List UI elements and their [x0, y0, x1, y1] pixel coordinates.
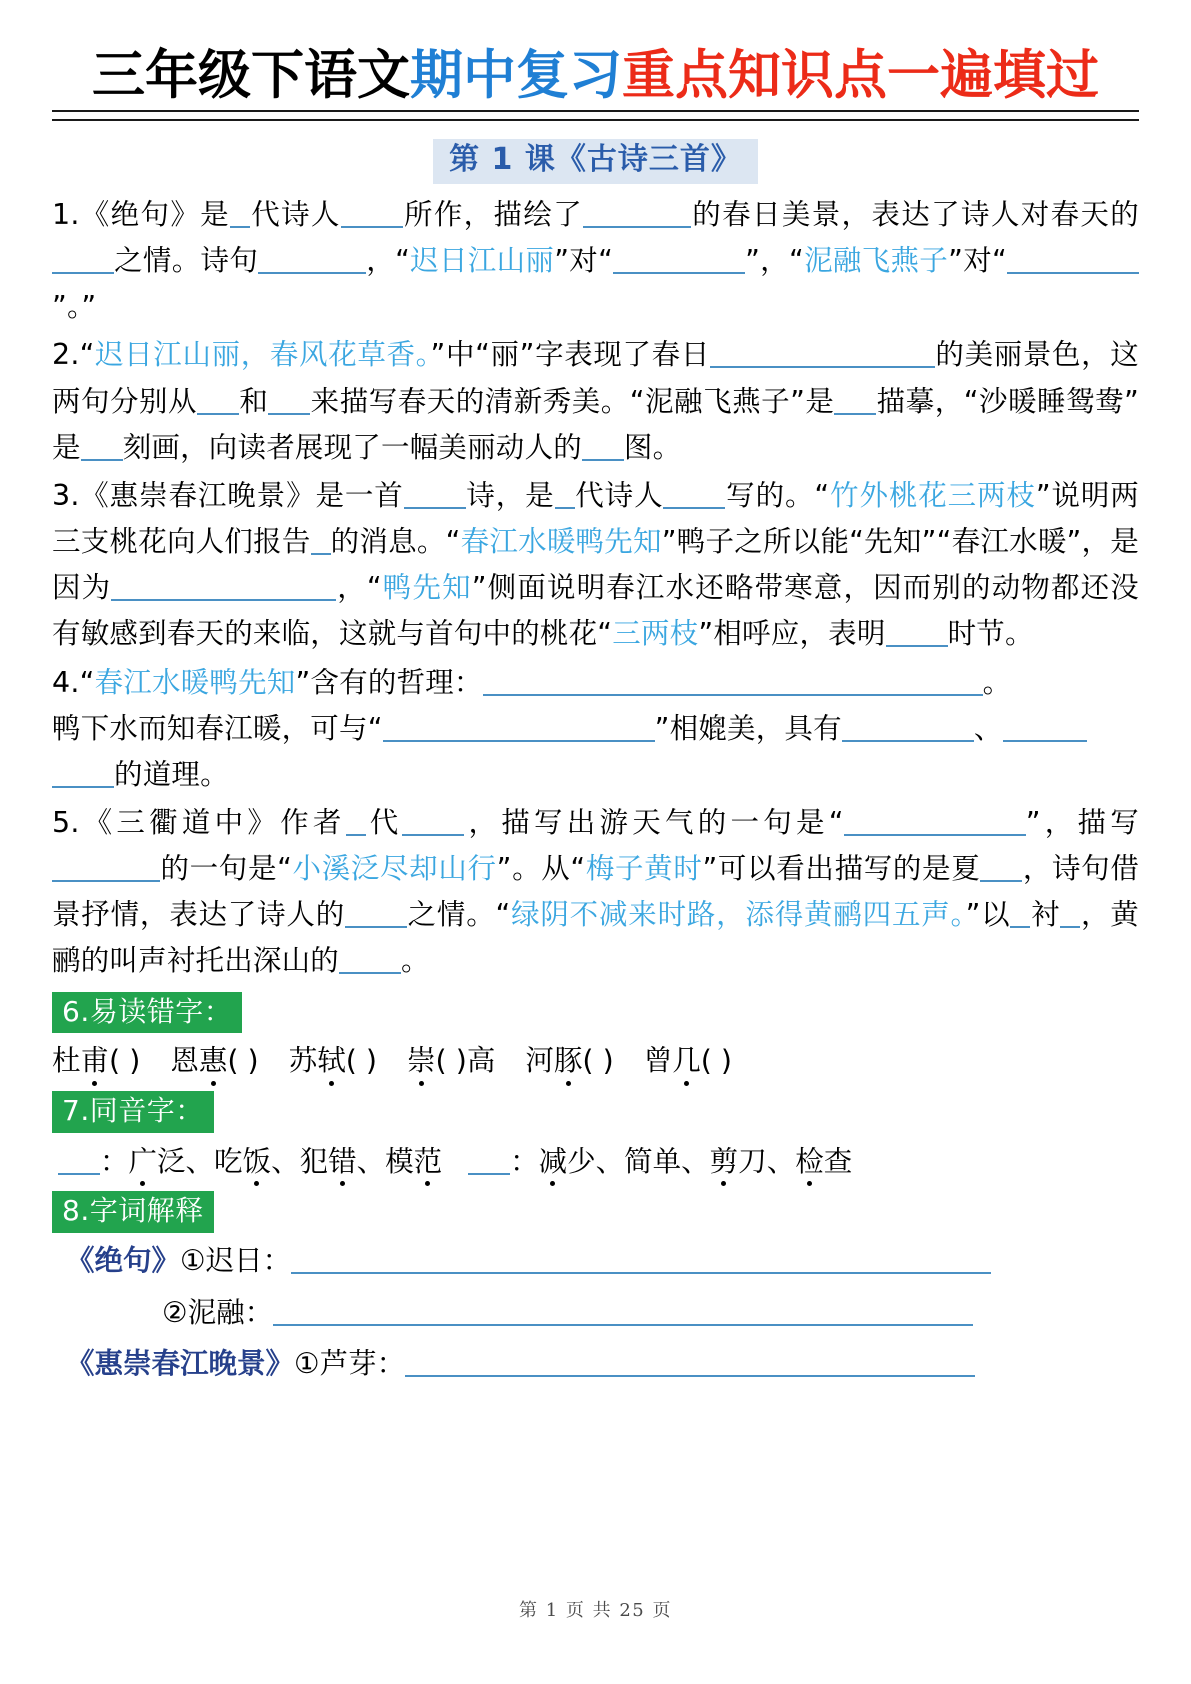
char-post[interactable]: ( ): [109, 1044, 141, 1078]
homophone-group-1: 广泛、吃饭、犯错、模范: [129, 1145, 443, 1178]
q5-text-1: 5.《三衢道中》作者: [52, 805, 346, 839]
q3-text-4: 写的。“: [725, 478, 830, 512]
q4-quote-1: 春江水暖鸭先知: [94, 665, 296, 699]
definition-word-2: 泥融：: [187, 1295, 274, 1329]
lesson-header: 第 1 课《古诗三首》: [433, 139, 758, 184]
char-item: [52, 1044, 140, 1077]
q5-text-10: ”以: [965, 898, 1011, 932]
q3-blank-1[interactable]: [404, 485, 466, 509]
section-7-header: 7.同音字：: [52, 1091, 214, 1133]
definition-word-1: 迟日：: [205, 1244, 292, 1278]
q3-quote-4: 三两枝: [612, 617, 699, 651]
q3-text-10: ”相呼应，表明: [698, 617, 886, 651]
q3-text-3: 代诗人: [574, 478, 664, 512]
q2-text-3: 的美丽景色，这两句分别从: [52, 338, 1140, 418]
q3-text-8: ，“: [336, 571, 382, 605]
q1-text-8: ”，“: [745, 244, 804, 278]
question-1: [52, 192, 1139, 330]
q5-quote-2: 梅子黄时: [585, 852, 703, 886]
section-6-header-row: [52, 992, 1139, 1034]
q3-text-1: 3.《惠崇春江晚景》是一首: [52, 478, 404, 512]
q3-blank-6[interactable]: [886, 623, 948, 647]
q3-blank-4[interactable]: [311, 531, 331, 555]
q3-quote-2: 春江水暖鸭先知: [460, 525, 662, 559]
q3-text-6: 的消息。“: [330, 525, 461, 559]
q1-text-10: ”。”: [52, 290, 97, 324]
question-2: [52, 332, 1139, 470]
q2-text-7: 刻画，向读者展现了一幅美丽动人的: [122, 430, 582, 464]
q5-text-11: 衬: [1030, 898, 1061, 932]
section-6-char-list: [52, 1038, 1139, 1084]
q2-text-5: 来描写春天的清新秀美。“泥融飞燕子”是: [310, 384, 835, 418]
q1-blank-1[interactable]: [230, 204, 250, 228]
q1-quote-2: 泥融飞燕子: [803, 244, 949, 278]
section-7-header-row: [52, 1091, 1139, 1133]
q4-blank-1[interactable]: [383, 718, 655, 742]
char-pre: 河: [525, 1044, 554, 1078]
q4-answer-line-1[interactable]: [483, 674, 983, 696]
homophone-blank-2[interactable]: [468, 1151, 510, 1175]
q5-text-6: ”。从“: [496, 852, 586, 886]
q3-quote-3: 鸭先知: [381, 571, 472, 605]
q5-text-4: ”，描写: [1025, 805, 1140, 839]
q3-text-7: ”鸭子之所以能“先知”“春江水暖”，是因为: [52, 525, 1139, 605]
q2-text-6: 描摹，“沙暖睡鸳鸯”是: [52, 384, 1139, 464]
q3-text-9: ”侧面说明春江水还略带寒意，因而别的动物都还没有敏感到春天的来临，这就与首句中的桃花“: [52, 571, 1139, 651]
q4-text-4: 鸭下水而知春江暖，可与“: [52, 711, 383, 745]
q3-text-5: ”说明两三支桃花向人们报告: [52, 478, 1139, 559]
q4-text-5: ”相媲美，具有: [654, 711, 842, 745]
question-4: [52, 660, 1139, 798]
q2-blank-1[interactable]: [710, 344, 935, 368]
definition-answer-line-3[interactable]: [405, 1355, 975, 1377]
char-dotted: 惠: [199, 1038, 228, 1084]
q5-text-9: 之情。“: [407, 898, 511, 932]
q5-blank-9[interactable]: [339, 950, 401, 974]
q3-blank-5[interactable]: [111, 577, 336, 601]
q4-blank-4[interactable]: [52, 764, 114, 788]
q3-blank-2[interactable]: [555, 485, 575, 509]
definition-number-2: ②: [162, 1295, 188, 1329]
section-8-header: 8.字词解释: [52, 1191, 214, 1233]
q5-text-13: 。: [401, 944, 430, 978]
char-item: [525, 1044, 613, 1077]
q1-blank-7[interactable]: [1007, 250, 1139, 274]
q2-text-2: ”中“丽”字表现了春日: [430, 338, 710, 372]
q1-blank-2[interactable]: [341, 204, 403, 228]
title-segment-blue: 期中复习: [410, 45, 622, 106]
q5-quote-3: 绿阴不减来时路，添得黄鹂四五声。: [510, 898, 966, 932]
section-6-header: 6.易读错字：: [52, 992, 242, 1034]
char-post[interactable]: ( ): [227, 1044, 259, 1078]
char-item: [289, 1044, 377, 1077]
q1-blank-4[interactable]: [52, 250, 114, 274]
q5-blank-7[interactable]: [1010, 904, 1030, 928]
q2-blank-3[interactable]: [268, 391, 310, 415]
q4-text-6: 、: [973, 711, 1003, 745]
char-pre: 苏: [288, 1044, 318, 1078]
definition-answer-line-1[interactable]: [291, 1252, 991, 1274]
char-dotted: 甫: [81, 1038, 110, 1084]
definition-row-2: [52, 1289, 1139, 1336]
q1-text-5: 之情。诗句: [114, 244, 259, 278]
q3-text-2: 诗，是: [465, 478, 555, 512]
definition-number-1: ①: [180, 1244, 206, 1278]
q4-blank-2[interactable]: [842, 718, 974, 742]
homophone-colon-1: ：: [100, 1144, 129, 1178]
page-title: [52, 46, 1139, 105]
q5-text-12: ，黄鹂的叫声衬托出深山的: [52, 898, 1139, 978]
q1-quote-1: 迟日江山丽: [410, 244, 555, 278]
q5-blank-2[interactable]: [402, 812, 464, 836]
char-dotted: 豚: [554, 1038, 583, 1084]
q2-blank-2[interactable]: [197, 391, 239, 415]
q3-text-11: 时节。: [947, 617, 1034, 651]
poem-name-1: 《绝句》: [66, 1244, 181, 1278]
q5-quote-1: 小溪泛尽却山行: [292, 852, 497, 886]
q5-text-8: ，诗句借景抒情，表达了诗人的: [52, 852, 1140, 932]
char-post[interactable]: ( ): [700, 1044, 733, 1078]
q3-quote-1: 竹外桃花三两枝: [829, 478, 1036, 512]
q1-blank-5[interactable]: [258, 250, 366, 274]
q1-blank-3[interactable]: [583, 204, 691, 228]
q2-text-1: 2.“: [52, 338, 95, 372]
q2-quote-1: 迟日江山丽，春风花草香。: [94, 338, 431, 372]
q5-blank-6[interactable]: [345, 904, 407, 928]
question-3: [52, 473, 1139, 658]
q5-text-2: 代: [365, 805, 403, 839]
q1-text-7: ”对“: [554, 244, 614, 278]
q1-text-1: 1.《绝句》是: [52, 197, 231, 231]
title-block: [52, 46, 1139, 125]
page-footer: 第 1 页 共 25 页: [519, 1600, 672, 1621]
q2-text-8: 图。: [623, 430, 682, 464]
definition-row-3: [52, 1340, 1139, 1387]
q4-blank-3[interactable]: [1003, 718, 1087, 742]
q5-blank-8[interactable]: [1060, 904, 1080, 928]
title-divider: [52, 110, 1139, 121]
char-dotted: 轼: [317, 1038, 346, 1084]
char-post[interactable]: ( ): [582, 1044, 614, 1078]
q5-blank-5[interactable]: [980, 858, 1022, 882]
question-5: [52, 800, 1139, 985]
q5-blank-3[interactable]: [844, 812, 1026, 836]
definition-number-3: ①: [294, 1346, 320, 1380]
q4-text-2: ”含有的哲理：: [295, 665, 483, 699]
q1-blank-6[interactable]: [613, 250, 745, 274]
char-item: [170, 1044, 258, 1077]
definition-row-1: [52, 1237, 1139, 1284]
char-dotted: 几: [672, 1038, 701, 1084]
q4-text-7: 的道理。: [114, 757, 229, 791]
q1-text-9: ”对“: [948, 244, 1007, 278]
poem-name-2: 《惠崇春江晚景》: [66, 1346, 295, 1380]
q2-blank-4[interactable]: [834, 391, 876, 415]
q5-text-7: ”可以看出描写的是夏: [702, 852, 981, 886]
q1-text-2: 代诗人: [250, 197, 341, 231]
title-segment-red: 重点知识点一遍填过: [622, 45, 1099, 106]
section-8-header-row: [52, 1191, 1139, 1233]
char-post[interactable]: ( )高: [435, 1044, 496, 1078]
q2-text-4: 和: [239, 384, 269, 418]
q2-blank-6[interactable]: [582, 437, 624, 461]
q4-text-3: 。: [982, 665, 1012, 699]
definition-word-3: 芦芽：: [319, 1346, 406, 1380]
q5-text-3: ，描写出游天气的一句是“: [464, 805, 844, 839]
char-pre: 曾: [643, 1044, 673, 1078]
q3-blank-3[interactable]: [663, 485, 725, 509]
char-item: [407, 1044, 495, 1077]
char-pre: 恩: [170, 1044, 199, 1078]
char-dotted: 崇: [407, 1038, 436, 1084]
q2-blank-5[interactable]: [81, 437, 123, 461]
q5-blank-4[interactable]: [52, 858, 160, 882]
section-7-row: [52, 1139, 1139, 1185]
q4-text-1: 4.“: [52, 665, 95, 699]
q1-text-3: 所作，描绘了: [402, 197, 584, 231]
definition-answer-line-2[interactable]: [273, 1304, 973, 1326]
char-item: [644, 1044, 732, 1077]
q1-text-6: ，“: [366, 244, 411, 278]
q5-text-5: 的一句是“: [160, 852, 293, 886]
q1-text-4: 的春日美景，表达了诗人对春天的: [691, 197, 1139, 231]
q5-blank-1[interactable]: [346, 812, 366, 836]
homophone-blank-1[interactable]: [58, 1151, 100, 1175]
char-pre: 杜: [52, 1044, 81, 1078]
homophone-group-2: 减少、简单、剪刀、检查: [539, 1145, 853, 1178]
homophone-colon-2: ：: [510, 1144, 539, 1178]
char-post[interactable]: ( ): [345, 1044, 378, 1078]
lesson-header-row: [52, 139, 1139, 184]
title-segment-black: 三年级下语文: [92, 45, 410, 106]
